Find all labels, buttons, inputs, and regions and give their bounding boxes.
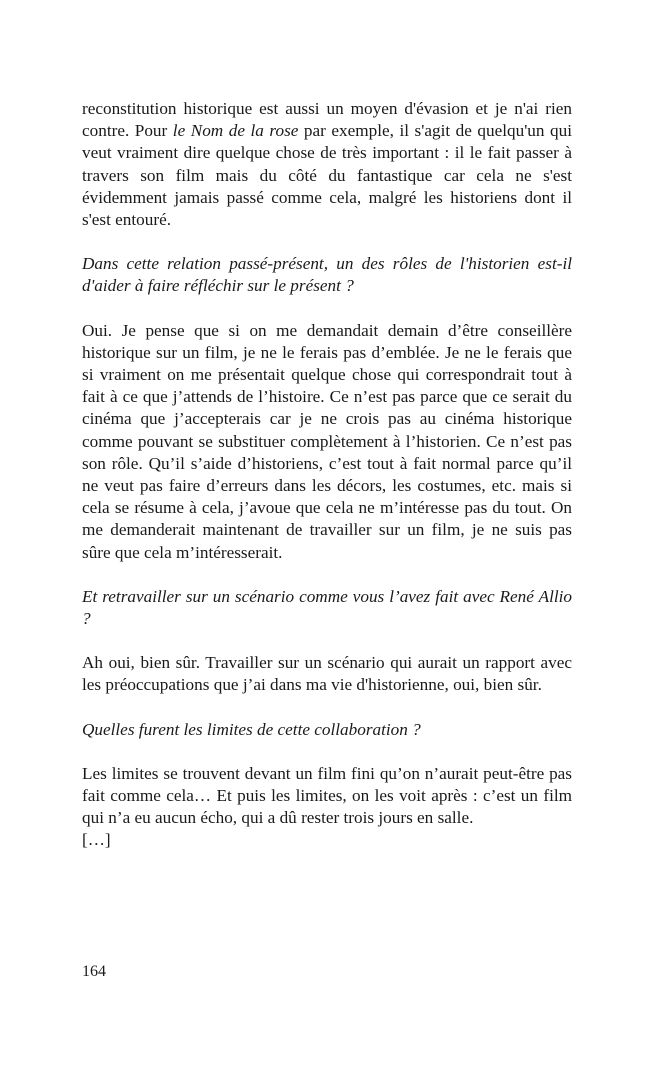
answer-paragraph	[82, 652, 572, 696]
film-title: le Nom de la rose	[172, 121, 299, 141]
question-text: Quelles furent les limites de cette collaboration ?	[82, 719, 421, 739]
interviewer-question	[82, 719, 572, 741]
page-body	[82, 98, 572, 852]
page-number: 164	[82, 963, 106, 980]
paragraph-text: reconstitution historique est aussi un moyen d'évasion et je n'ai rien contre. Pour	[82, 99, 572, 141]
answer-paragraph	[82, 763, 572, 830]
interviewer-question	[82, 586, 572, 630]
question-text: Et retravailler sur un scénario comme vous l’avez fait avec René Allio ?	[82, 586, 572, 629]
answer-paragraph	[82, 98, 572, 231]
paragraph-text: Ah oui, bien sûr. Travailler sur un scénario qui aurait un rapport avec les préoccupations que j’ai dans ma vie d'historienne, oui, bien sûr.	[82, 653, 572, 695]
question-text: Dans cette relation passé-présent, un des rôles de l'historien est-il d'aider à faire réfléchir sur le présent ?	[82, 254, 572, 296]
interviewer-question	[82, 253, 572, 297]
paragraph-text: par exemple, il s'agit de quelqu'un qui veut vraiment dire quelque chose de très important : il le fait passer à travers son film mais du côté du fantastique car cela ne s'est évidemment jamais passé comme cela, malgré les historiens dont il s'est entouré.	[82, 121, 572, 230]
paragraph-text: Oui. Je pense que si on me demandait demain d’être conseillère historique sur un film, je ne le ferais pas d’emblée. Je ne le ferais que si vraiment on me présentait quelque chose qui correspondrait tout à fait à ce que j’attends de l’histoire. Ce n’est pas parce que ce serait du cinéma que j’accepterais car je ne crois pas au cinéma historique comme pouvant se substituer complètement à l’historien. Ce n’est pas son rôle. Qu’il s’aide d’historiens, c’est tout à fait normal parce qu’il ne veut pas faire d’erreurs dans les décors, les costumes, etc. mais si cela se résume à cela, j’avoue que cela ne m’intéresse pas du tout. On me demanderait maintenant de travailler sur un film, je ne suis pas sûre que cela m’intéresserait.	[82, 320, 572, 562]
paragraph-text: Les limites se trouvent devant un film fini qu’on n’aurait peut-être pas fait comme cela… Et puis les limites, on les voit après : c’est un film qui n’a eu aucun écho, qui a dû rester trois jours en salle.	[82, 763, 572, 828]
ellipsis: […]	[82, 830, 111, 850]
answer-paragraph	[82, 320, 572, 564]
